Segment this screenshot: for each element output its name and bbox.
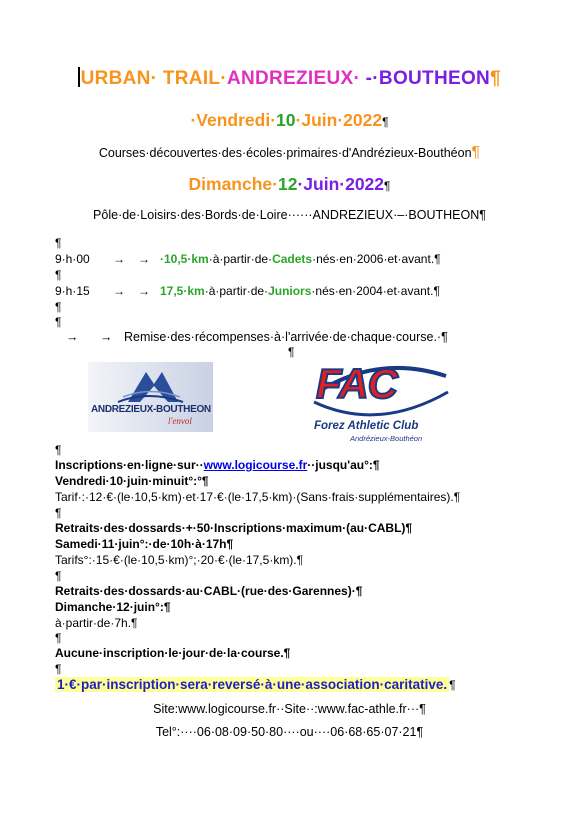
text-cursor xyxy=(78,67,80,87)
empty-paragraph: ¶ xyxy=(55,506,62,520)
pickup-sunday-date: Dimanche·12·juin°:¶ xyxy=(55,600,171,614)
pickup-sunday-title: Retraits·des·dossards·au·CABL·(rue·des·Garennes)·¶ xyxy=(55,584,363,598)
logo-left-tag: l'envol xyxy=(168,416,192,426)
schools-text: Courses·découvertes·des·écoles·primaires·d'Andrézieux-Bouthéon xyxy=(98,146,472,160)
race-from-text: ·à·partir·de· xyxy=(208,252,273,266)
websites-line: Site:www.logicourse.fr··Site··:www.fac-athle.fr···¶ xyxy=(153,702,426,716)
sunday-date xyxy=(0,174,579,195)
tab-arrow-icon: → xyxy=(113,284,125,298)
logo-right-city: Andrézieux-Bouthéon xyxy=(350,434,423,443)
awards-text: Remise·des·récompenses·à·l'arrivée·de·chaque·course.·¶ xyxy=(124,330,448,344)
charity-line xyxy=(55,676,456,694)
pickup-sunday-time: à·partir·de·7h.¶ xyxy=(55,616,138,630)
tab-arrow-icon: → xyxy=(113,252,125,266)
online-registration-until: ··jusqu'au°:¶ xyxy=(307,458,380,472)
empty-paragraph: ¶ xyxy=(55,569,62,583)
tab-arrow-icon: → xyxy=(66,330,79,344)
empty-paragraph: ¶ xyxy=(55,315,62,329)
schools-line xyxy=(0,144,579,162)
event-title xyxy=(0,67,579,90)
title-part-andrezieux: ANDREZIEUX· xyxy=(226,68,361,89)
race-distance: ·10,5·km xyxy=(160,252,209,266)
friday-date xyxy=(0,110,579,131)
race-row xyxy=(55,284,440,298)
online-registration-text: Inscriptions·en·ligne·sur·· xyxy=(55,458,204,472)
sunday-pilcrow: ¶ xyxy=(384,179,391,193)
race-from-text: ·à·partir·de· xyxy=(204,284,269,298)
empty-paragraph: ¶ xyxy=(288,345,295,359)
charity-pilcrow: ¶ xyxy=(449,678,456,692)
pickup-saturday-hours: Samedi·11·juin°:·de·10h·à·17h¶ xyxy=(55,537,234,551)
friday-number: 10 xyxy=(276,110,296,130)
logicourse-link[interactable]: www.logicourse.fr xyxy=(203,458,308,472)
empty-paragraph: ¶ xyxy=(55,631,62,645)
logo-right-name: FAC xyxy=(316,360,397,407)
andrezieux-boutheon-logo xyxy=(88,362,213,432)
title-part-boutheon: BOUTHEON xyxy=(378,68,491,89)
friday-rest: ·Juin·2022 xyxy=(295,110,383,130)
phone-line: Tel°:····06·08·09·50·80····ou····06·68·65·07·21¶ xyxy=(155,725,424,739)
logo-right-subtitle: Forez Athletic Club xyxy=(314,420,419,432)
empty-paragraph: ¶ xyxy=(55,443,62,457)
title-pilcrow: ¶ xyxy=(490,68,501,89)
registration-deadline: Vendredi·10·juin·minuit°:°¶ xyxy=(55,474,209,488)
charity-text: 1·€·par·inscription·sera·reversé·à·une·association·caritative. xyxy=(57,677,448,692)
sunday-rest: ·Juin·2022 xyxy=(297,174,385,194)
logo-left-name: ANDREZIEUX-BOUTHEON xyxy=(91,404,211,415)
online-registration-line xyxy=(55,458,380,472)
andrezieux-boutheon-logo-graphic xyxy=(88,362,213,432)
tab-arrow-icon: → xyxy=(100,330,113,344)
empty-paragraph: ¶ xyxy=(55,300,62,314)
race-row xyxy=(55,252,441,266)
empty-paragraph: ¶ xyxy=(55,236,62,250)
no-same-day-registration: Aucune·inscription·le·jour·de·la·course.¶ xyxy=(55,646,291,660)
race-distance: 17,5·km xyxy=(160,284,205,298)
empty-paragraph: ¶ xyxy=(55,268,62,282)
schools-pilcrow: ¶ xyxy=(471,144,481,161)
fac-logo xyxy=(308,362,453,442)
title-part-urban-trail: URBAN· TRAIL· xyxy=(80,68,227,89)
race-time: 9·h·15 xyxy=(55,284,90,298)
empty-paragraph: ¶ xyxy=(55,662,62,676)
sunday-number: 12 xyxy=(277,174,298,194)
race-birth-text: ·nés·en·2006·et·avant.¶ xyxy=(312,252,441,266)
online-price: Tarif·:·12·€·(le·10,5·km)·et·17·€·(le·17,5·km)·(Sans·frais·supplémentaires).¶ xyxy=(55,490,461,504)
pickup-saturday-price: Tarifs°:·15·€·(le·10,5·km)°;·20·€·(le·17,5·km).¶ xyxy=(55,553,304,567)
race-birth-text: ·nés·en·2004·et·avant.¶ xyxy=(311,284,440,298)
tab-arrow-icon: → xyxy=(138,284,150,298)
race-category: Juniors xyxy=(268,284,312,298)
tab-arrow-icon: → xyxy=(138,252,150,266)
sunday-label: Dimanche· xyxy=(188,174,278,194)
pickup-saturday-title: Retraits·des·dossards·+·50·Inscriptions·maximum·(au·CABL)¶ xyxy=(55,521,413,535)
friday-pilcrow: ¶ xyxy=(382,115,389,129)
race-time: 9·h·00 xyxy=(55,252,90,266)
awards-line xyxy=(66,330,448,344)
title-part-dash: -· xyxy=(360,68,379,89)
friday-label: ·Vendredi· xyxy=(190,110,277,130)
venue-line: Pôle·de·Loisirs·des·Bords·de·Loire······ANDREZIEUX·–·BOUTHEON¶ xyxy=(93,208,486,222)
race-category: Cadets xyxy=(272,252,313,266)
